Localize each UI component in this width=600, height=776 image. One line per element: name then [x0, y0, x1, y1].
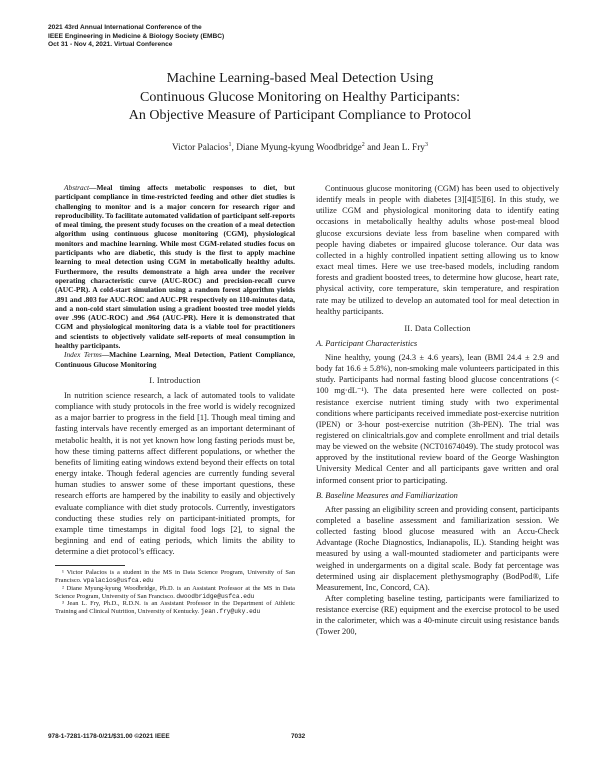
author-separator-2: and [364, 143, 383, 153]
index-terms [55, 350, 295, 369]
abstract-dash: — [89, 183, 97, 192]
abstract-text: Meal timing affects metabolic responses to diet, but participant compliance in time-restricted feeding and other diet studies is challenging to monitor and is a major concern for research rigor and reproducibility. To facilitate automated validation of participant self-reports of meal timing, the present study focuses on the creation of a meal detection algorithm using continuous glucose monitoring (CGM), physiological monitors and machine learning. While most CGM-related studies focus on participants who are diabetic, this study is the first to apply machine learning to meal detection using CGM in metabolically healthy adults. Furthermore, the results demonstrate a high area under the receiver operating characteristic curve (AUC-ROC) and precision-recall curve (AUC-PR). A cold-start simulation using a random forest algorithm yields .891 and .803 for AUC-ROC and AUC-PR respectively on 110-minutes data, and a non-cold start simulation using a gradient boosted tree model yields over .996 (AUC-ROC) and .964 (AUC-PR). Here it is demonstrated that CGM and physiological monitoring data is a viable tool for practitioners and scientists to objectively validate self-reports of meal consumption in healthy participants. [55, 183, 295, 351]
subsection-heading-baseline: B. Baseline Measures and Familiarization [316, 490, 458, 500]
author-2-mark: 2 [361, 141, 365, 148]
footnote-2: ² Diane Myung-kyung Woodbridge, Ph.D. is an Assistant Professor at the MS in Data Science Program, University of San Francisco. dwoodbridge@usfca.edu [55, 584, 295, 600]
author-1-mark: 1 [228, 141, 232, 148]
conference-line-3: Oct 31 - Nov 4, 2021. Virtual Conference [48, 41, 173, 49]
index-terms-dash: — [101, 350, 110, 360]
author-separator-1: , [231, 143, 237, 153]
author-list [40, 143, 560, 153]
conference-line-2: IEEE Engineering in Medicine & Biology Society (EMBC) [48, 32, 225, 40]
footnote-1-email: vpalacios@usfca.edu [83, 577, 154, 585]
index-terms-text: Machine Learning, Meal Detection, Patient Compliance, Continuous Glucose Monitoring [55, 350, 295, 369]
page-number: 7032 [291, 733, 306, 740]
author-2: Diane Myung-kyung Woodbridge [236, 143, 362, 153]
footnote-1: ¹ Victor Palacios is a student in the MS in Data Science Program, University of San Francisco. vpalacios@usfca.edu [55, 569, 295, 585]
intro-paragraph: In nutrition science research, a lack of automated tools to validate compliance with study protocols in the free world is widely recognized as a major barrier to progress in the field [1]. Though meal timing and fasting intervals have recently emerged as an important determinant of metabolic health, it is not yet known how long fasting periods must be, how these timing patterns affect different populations, or whether the benefits of limiting eating windows extend beyond their effects on total energy intake. Though federal agencies are currently funding several human studies to answer some of these important questions, these research efforts are hampered by the inability to easily and objectively evaluate compliance with diet study protocols. Currently, investigators conducting these studies rely on participant-initiated prompts, for example time timestamps in digital food logs [2], to signal the beginning and end of eating periods, which limits the ability to determine a diet protocol’s efficacy. [55, 390, 295, 557]
footnote-3: ³ Jean L. Fry, Ph.D., R.D.N. is an Assistant Professor in the Department of Athletic Training and Clinical Nutrition, University of Kentucky. jean.fry@uky.edu [55, 600, 295, 616]
conference-line-1: 2021 43rd Annual International Conference of the [48, 24, 202, 31]
right-column [316, 183, 559, 638]
baseline-paragraph-1: After passing an eligibility screen and providing consent, participants completed a baseline assessment and familiarization session. We collected fasting blood glucose measured with an Accu-Check Advantage (Roche Diagnostics, Indianapolis, IL). Standing height was measured by using a wall-mounted stadiometer and participants were weighed in undergarments on a digital scale. Body fat percentage was determined using air displacement plethysmography (BodPod®, Life Measurement, Inc, Concord, CA). [316, 504, 559, 592]
cgm-paragraph: Continuous glucose monitoring (CGM) has been used to objectively identify meals in people with diabetes [3][4][5][6]. In this study, we utilize CGM and physiological monitoring data to identify eating occasions in metabolically healthy adults whose post-meal blood glucose excursions deviate less from baseline when compared with people having diabetes or impaired glucose tolerance. Our data was collected in a highly controlled inpatient setting allowing us to know exact meal times. Here we use tree-based models, including random forests and gradient boosted trees, to determine how glucose, heart rate, physical activity, core temperature, skin temperature, and respiration rate may be utilized to develop an automated tool for meal detection in healthy participants. [316, 184, 559, 316]
section-heading-data-collection: II. Data Collection [404, 323, 471, 333]
author-3: Jean L. Fry [382, 143, 425, 153]
author-3-mark: 3 [424, 141, 428, 148]
paper-title [40, 70, 560, 126]
baseline-paragraph-2: After completing baseline testing, participants were familiarized to resistance exercise (RE) equipment and the exercise protocol to be used in the calorimeter, which was a 40-minute circuit using resistance bands (Tower 200, [316, 594, 559, 637]
footnote-2-email: dwoodbridge@usfca.edu [176, 592, 255, 600]
conference-header [48, 24, 448, 50]
abstract [55, 183, 295, 350]
author-1: Victor Palacios [172, 143, 229, 153]
index-terms-label: Index Terms [64, 350, 102, 360]
title-line-1: Machine Learning-based Meal Detection Using [166, 71, 434, 86]
left-column [55, 183, 295, 616]
footnote-3-email: jean.fry@uky.edu [200, 608, 261, 616]
abstract-label: Abstract [64, 183, 90, 192]
subsection-heading-participants: A. Participant Characteristics [316, 338, 418, 348]
title-line-2: Continuous Glucose Monitoring on Healthy Participants: [139, 89, 461, 105]
footnote-rule [55, 565, 125, 566]
footer-isbn: 978-1-7281-1178-0/21/$31.00 ©2021 IEEE [48, 733, 170, 740]
section-heading-introduction: I. Introduction [149, 375, 201, 385]
participants-paragraph: Nine healthy, young (24.3 ± 4.6 years), lean (BMI 24.4 ± 2.9 and body fat 16.6 ± 5.8%), non-smoking male volunteers participated in this study. Participants had normal fasting blood glucose concentrations (< 100 mg·dL⁻¹). The data presented here were collected on post-resistance exercise nutrient timing study with two experimental conditions where participants received immediate post-exercise nutrition (IPEN) or 3-hour post-exercise nutrition (3h-PEN). The trial was registered on clinicaltrials.gov and complete enrollment and trial details may be viewed on the website (NCT01674049). The study protocol was approved by the institutional review board of the George Washington University Medical Center and all participants gave written and oral informed consent prior to participating. [316, 352, 559, 485]
title-line-3: An Objective Measure of Participant Compliance to Protocol [128, 108, 472, 123]
